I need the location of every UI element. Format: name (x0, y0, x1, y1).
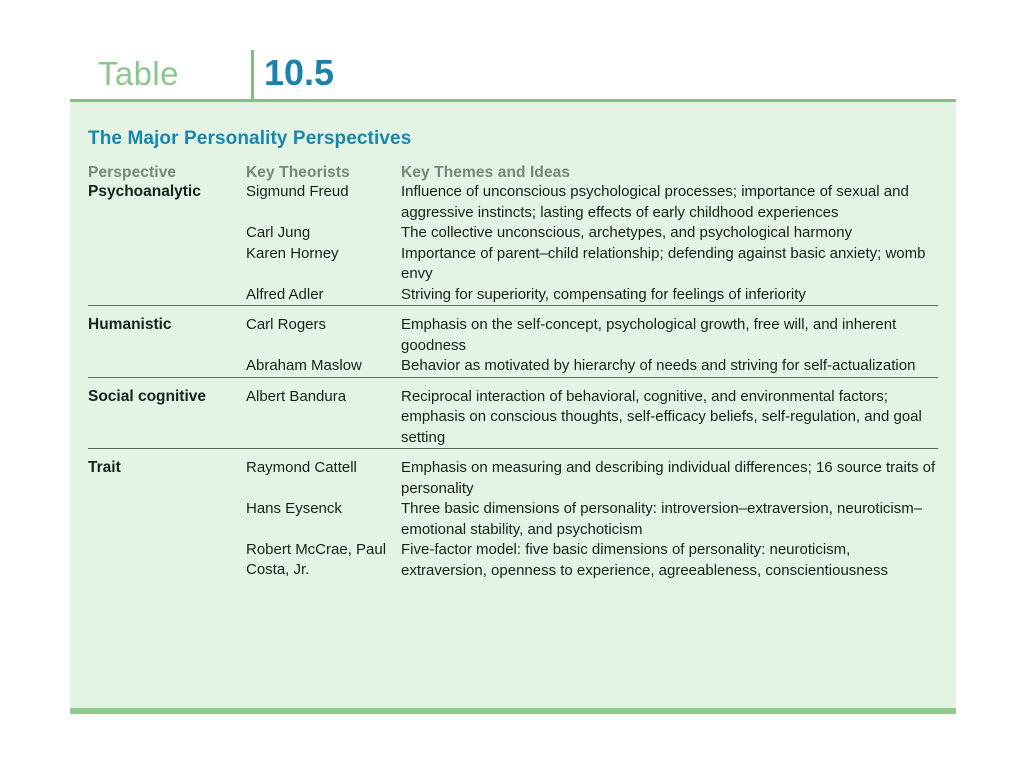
theorist-name: Abraham Maslow (246, 357, 362, 374)
themes-and-ideas: Striving for superiority, compensating for feelings of inferiority (401, 285, 806, 303)
table-row (88, 306, 938, 357)
footer-rule (70, 708, 956, 714)
table-row (88, 540, 938, 581)
themes-and-ideas: Influence of unconscious psychological processes; importance of sexual and aggressive instincts; lasting effects of early childhood experiences (401, 183, 909, 221)
table-row (88, 285, 938, 306)
themes-and-ideas: Behavior as motivated by hierarchy of needs and striving for self-actualization (401, 357, 916, 374)
table-row (88, 377, 938, 449)
table-number-header (70, 52, 956, 100)
themes-and-ideas: Three basic dimensions of personality: introversion–extraversion, neuroticism–emotional stability, and psychoticism (401, 500, 923, 538)
column-header-themes: Key Themes and Ideas (401, 164, 571, 181)
column-header-perspective: Perspective (88, 164, 177, 181)
table-row (88, 356, 938, 377)
themes-and-ideas: Reciprocal interaction of behavioral, cognitive, and environmental factors; emphasis on conscious thoughts, self-efficacy beliefs, self-regulation, and goal setting (401, 377, 938, 449)
theorist-name: Alfred Adler (246, 285, 324, 303)
theorist-name: Raymond Cattell (246, 449, 401, 500)
column-header-theorists: Key Theorists (246, 164, 350, 181)
table-panel (70, 102, 956, 708)
perspective-empty (88, 499, 246, 540)
perspective-name: Humanistic (88, 306, 246, 357)
panel-title: The Major Personality Perspectives (88, 128, 412, 149)
perspective-name: Social cognitive (88, 377, 246, 449)
personality-perspectives-table (88, 164, 938, 581)
themes-and-ideas: Five-factor model: five basic dimensions of personality: neuroticism, extraversion, openness to experience, agreeableness, conscientiousness (401, 541, 888, 579)
table-row (88, 182, 938, 223)
themes-and-ideas: Emphasis on measuring and describing individual differences; 16 source traits of personality (401, 449, 938, 500)
theorist-name: Sigmund Freud (246, 183, 349, 200)
theorist-name: Robert McCrae, Paul Costa, Jr. (246, 541, 387, 578)
table-row (88, 499, 938, 540)
themes-and-ideas: Importance of parent–child relationship; defending against basic anxiety; womb envy (401, 244, 926, 282)
themes-and-ideas: The collective unconscious, archetypes, and psychological harmony (401, 224, 853, 241)
perspective-name: Trait (88, 449, 246, 500)
perspective-empty (88, 356, 246, 377)
theorist-name: Carl Jung (246, 224, 311, 241)
table-label: Table (98, 55, 179, 92)
table-header-row (88, 164, 938, 182)
table-row (88, 223, 938, 244)
table-number: 10.5 (264, 52, 335, 93)
perspective-empty (88, 540, 246, 581)
theorist-name: Hans Eysenck (246, 500, 342, 517)
theorist-name: Karen Horney (246, 244, 339, 262)
perspective-name: Psychoanalytic (88, 183, 201, 200)
themes-and-ideas: Emphasis on the self-concept, psychological growth, free will, and inherent goodness (401, 306, 938, 357)
perspective-empty (88, 285, 246, 306)
perspective-empty (88, 244, 246, 285)
table-row (88, 244, 938, 285)
theorist-name: Carl Rogers (246, 306, 401, 357)
theorist-name: Albert Bandura (246, 377, 401, 449)
table-row (88, 449, 938, 500)
table-body (88, 182, 938, 581)
table-header-divider (251, 50, 254, 102)
perspective-empty (88, 223, 246, 244)
